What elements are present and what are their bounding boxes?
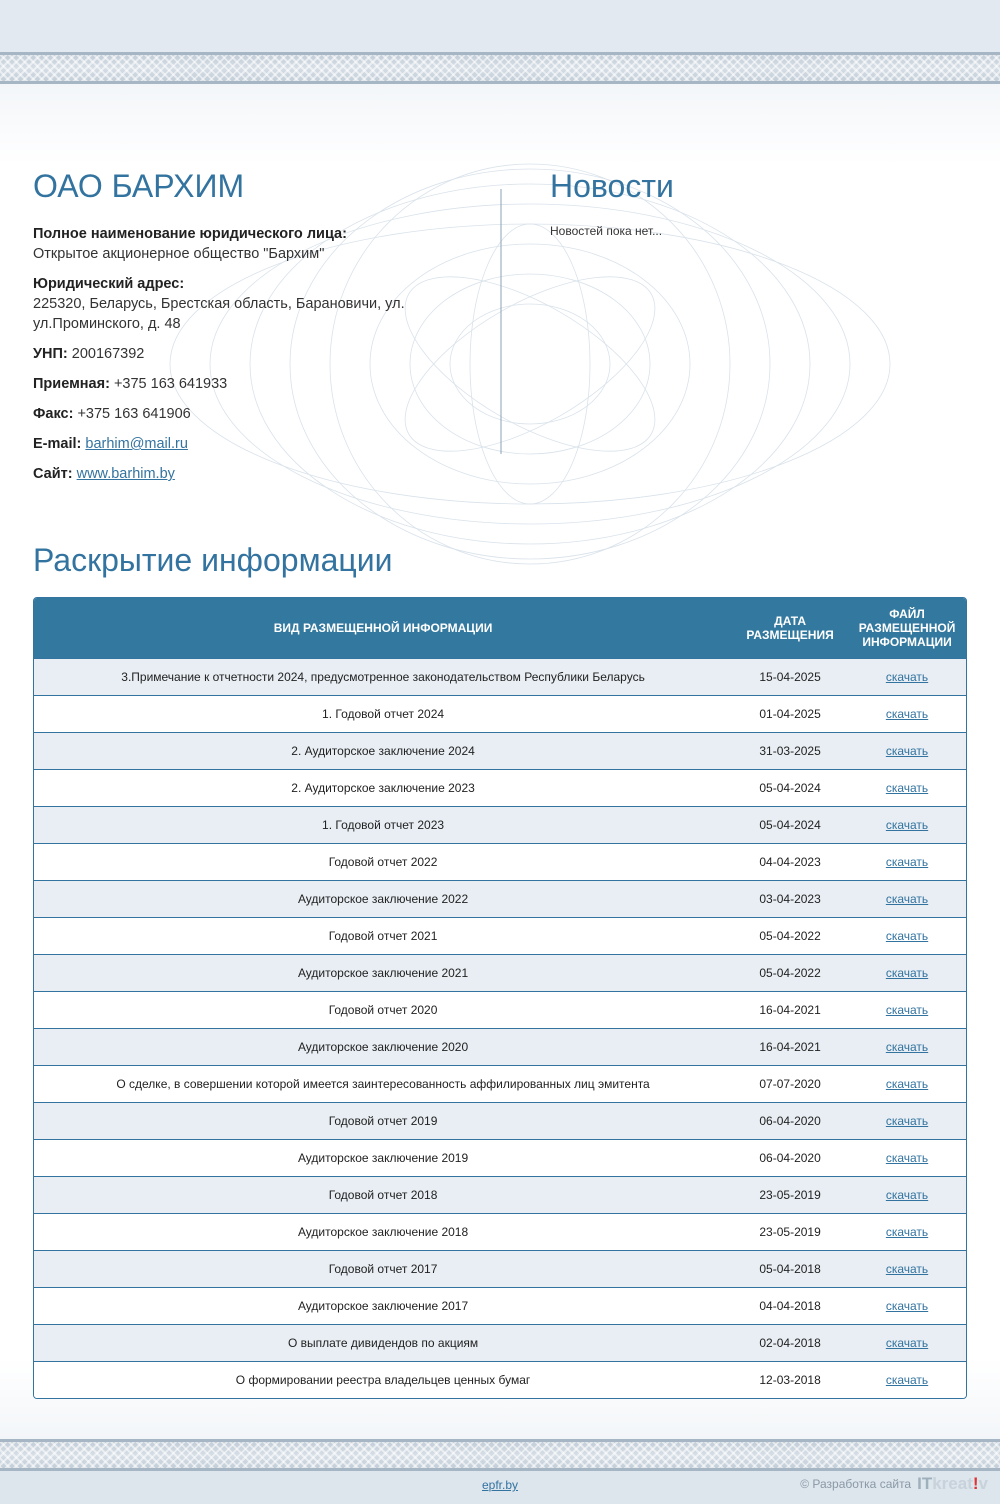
- cell-type: Аудиторское заключение 2022: [34, 880, 732, 917]
- cell-date: 16-04-2021: [732, 991, 848, 1028]
- logo-it: IT: [917, 1474, 933, 1493]
- cell-file: [848, 1176, 966, 1213]
- column-header-date: ДАТА РАЗМЕЩЕНИЯ: [732, 598, 848, 658]
- table-row: [34, 843, 966, 880]
- cell-type: Годовой отчет 2017: [34, 1250, 732, 1287]
- cell-file: [848, 1324, 966, 1361]
- cell-file: [848, 806, 966, 843]
- cell-type: Годовой отчет 2022: [34, 843, 732, 880]
- cell-type: Аудиторское заключение 2017: [34, 1287, 732, 1324]
- cell-date: 01-04-2025: [732, 695, 848, 732]
- table-row: [34, 880, 966, 917]
- field-site: [33, 464, 473, 484]
- field-email: [33, 434, 473, 454]
- cell-file: [848, 954, 966, 991]
- cell-file: [848, 732, 966, 769]
- cell-file: [848, 1361, 966, 1398]
- table-row: [34, 1065, 966, 1102]
- table-row: [34, 1176, 966, 1213]
- table-row: [34, 1213, 966, 1250]
- cell-type: Аудиторское заключение 2018: [34, 1213, 732, 1250]
- table-row: [34, 1324, 966, 1361]
- cell-type: О формировании реестра владельцев ценных бумаг: [34, 1361, 732, 1398]
- cell-date: 02-04-2018: [732, 1324, 848, 1361]
- news-title: Новости: [550, 168, 674, 204]
- cell-file: [848, 1213, 966, 1250]
- download-link[interactable]: скачать: [885, 1298, 929, 1313]
- cell-date: 15-04-2025: [732, 658, 848, 695]
- field-unp-value: 200167392: [71, 346, 145, 362]
- download-link[interactable]: скачать: [885, 1187, 929, 1202]
- logo-v: v: [978, 1474, 988, 1493]
- cell-type: Аудиторское заключение 2019: [34, 1139, 732, 1176]
- table-row: [34, 732, 966, 769]
- table-row: [34, 1102, 966, 1139]
- download-link[interactable]: скачать: [885, 1261, 929, 1276]
- cell-type: Аудиторское заключение 2020: [34, 1028, 732, 1065]
- cell-date: 03-04-2023: [732, 880, 848, 917]
- cell-file: [848, 880, 966, 917]
- field-site-label: Сайт:: [33, 466, 73, 482]
- download-link[interactable]: скачать: [885, 891, 929, 906]
- company-info: [33, 168, 473, 494]
- download-link[interactable]: скачать: [885, 1002, 929, 1017]
- top-band: [0, 0, 1000, 52]
- table-row: [34, 954, 966, 991]
- top-ornament-border: [0, 52, 1000, 84]
- bottom-ornament-border: [0, 1439, 1000, 1471]
- cell-date: 06-04-2020: [732, 1102, 848, 1139]
- cell-date: 05-04-2024: [732, 769, 848, 806]
- logo-ex: !: [972, 1474, 979, 1493]
- disclosure-table: [33, 597, 967, 1399]
- cell-type: 1. Годовой отчет 2023: [34, 806, 732, 843]
- email-link[interactable]: barhim@mail.ru: [85, 436, 188, 452]
- field-reception-label: Приемная:: [33, 376, 110, 392]
- field-reception-value: +375 163 641933: [113, 376, 228, 392]
- cell-date: 07-07-2020: [732, 1065, 848, 1102]
- table-row: [34, 806, 966, 843]
- column-header-file: ФАЙЛ РАЗМЕЩЕННОЙ ИНФОРМАЦИИ: [848, 598, 966, 658]
- cell-date: 04-04-2023: [732, 843, 848, 880]
- field-email-label: E-mail:: [33, 436, 82, 452]
- download-link[interactable]: скачать: [885, 854, 929, 869]
- cell-type: Аудиторское заключение 2021: [34, 954, 732, 991]
- table-row: [34, 991, 966, 1028]
- cell-date: 31-03-2025: [732, 732, 848, 769]
- download-link[interactable]: скачать: [885, 1076, 929, 1091]
- field-legal-address-label: Юридический адрес:: [33, 276, 185, 292]
- field-fax-label: Факс:: [33, 406, 74, 422]
- cell-type: Годовой отчет 2019: [34, 1102, 732, 1139]
- field-full-name-value: Открытое акционерное общество "Бархим": [33, 246, 325, 262]
- cell-file: [848, 1102, 966, 1139]
- cell-date: 16-04-2021: [732, 1028, 848, 1065]
- cell-date: 06-04-2020: [732, 1139, 848, 1176]
- news-empty-text: Новостей пока нет...: [550, 224, 663, 238]
- field-legal-address-value: 225320, Беларусь, Брестская область, Барановичи, ул. ул.Проминского, д. 48: [33, 296, 405, 332]
- logo-kreat: kreat: [932, 1474, 973, 1493]
- cell-date: 05-04-2024: [732, 806, 848, 843]
- download-link[interactable]: скачать: [885, 928, 929, 943]
- field-full-name-label: Полное наименование юридического лица:: [33, 226, 347, 242]
- cell-type: 3.Примечание к отчетности 2024, предусмотренное законодательством Республики Беларусь: [34, 658, 732, 695]
- field-legal-address: [33, 274, 473, 334]
- cell-type: О сделке, в совершении которой имеется заинтересованность аффилированных лиц эмитента: [34, 1065, 732, 1102]
- table-row: [34, 1250, 966, 1287]
- field-unp-label: УНП:: [33, 346, 68, 362]
- footer-credit: [800, 1474, 988, 1494]
- cell-file: [848, 1139, 966, 1176]
- field-reception: [33, 374, 473, 394]
- cell-file: [848, 1028, 966, 1065]
- cell-type: 1. Годовой отчет 2024: [34, 695, 732, 732]
- cell-file: [848, 991, 966, 1028]
- cell-file: [848, 658, 966, 695]
- download-link[interactable]: скачать: [885, 780, 929, 795]
- field-unp: [33, 344, 473, 364]
- download-link[interactable]: скачать: [885, 965, 929, 980]
- cell-file: [848, 1287, 966, 1324]
- cell-type: 2. Аудиторское заключение 2024: [34, 732, 732, 769]
- credit-text: © Разработка сайта: [800, 1477, 912, 1491]
- column-header-type: ВИД РАЗМЕЩЕННОЙ ИНФОРМАЦИИ: [34, 598, 732, 658]
- table-header-row: [34, 598, 966, 658]
- disclosure-title: Раскрытие информации: [33, 542, 393, 578]
- cell-date: 05-04-2022: [732, 917, 848, 954]
- download-link[interactable]: скачать: [885, 1335, 929, 1350]
- cell-type: Годовой отчет 2018: [34, 1176, 732, 1213]
- table-row: [34, 658, 966, 695]
- table-row: [34, 1361, 966, 1398]
- cell-type: О выплате дивидендов по акциям: [34, 1324, 732, 1361]
- cell-date: 12-03-2018: [732, 1361, 848, 1398]
- field-fax-value: +375 163 641906: [77, 406, 191, 422]
- footer-epfr-link[interactable]: epfr.by: [482, 1478, 519, 1492]
- download-link[interactable]: скачать: [885, 1372, 929, 1387]
- download-link[interactable]: скачать: [885, 1113, 929, 1128]
- download-link[interactable]: скачать: [885, 1224, 929, 1239]
- download-link[interactable]: скачать: [885, 1150, 929, 1165]
- table-row: [34, 695, 966, 732]
- cell-file: [848, 1250, 966, 1287]
- table-row: [34, 769, 966, 806]
- field-full-name: [33, 224, 473, 264]
- cell-date: 05-04-2022: [732, 954, 848, 991]
- itkreativ-logo[interactable]: [917, 1474, 988, 1494]
- cell-type: Годовой отчет 2021: [34, 917, 732, 954]
- cell-file: [848, 843, 966, 880]
- download-link[interactable]: скачать: [885, 1039, 929, 1054]
- field-fax: [33, 404, 473, 424]
- download-link[interactable]: скачать: [885, 669, 929, 684]
- cell-type: Годовой отчет 2020: [34, 991, 732, 1028]
- cell-date: 05-04-2018: [732, 1250, 848, 1287]
- cell-file: [848, 917, 966, 954]
- download-link[interactable]: скачать: [885, 817, 929, 832]
- download-link[interactable]: скачать: [885, 706, 929, 721]
- cell-date: 23-05-2019: [732, 1213, 848, 1250]
- cell-file: [848, 1065, 966, 1102]
- table-row: [34, 1287, 966, 1324]
- cell-file: [848, 695, 966, 732]
- cell-file: [848, 769, 966, 806]
- download-link[interactable]: скачать: [885, 743, 929, 758]
- cell-date: 04-04-2018: [732, 1287, 848, 1324]
- cell-date: 23-05-2019: [732, 1176, 848, 1213]
- company-name: ОАО БАРХИМ: [33, 168, 245, 204]
- site-link[interactable]: www.barhim.by: [76, 466, 175, 482]
- table-row: [34, 917, 966, 954]
- news-section: [550, 168, 970, 238]
- table-row: [34, 1139, 966, 1176]
- table-row: [34, 1028, 966, 1065]
- cell-type: 2. Аудиторское заключение 2023: [34, 769, 732, 806]
